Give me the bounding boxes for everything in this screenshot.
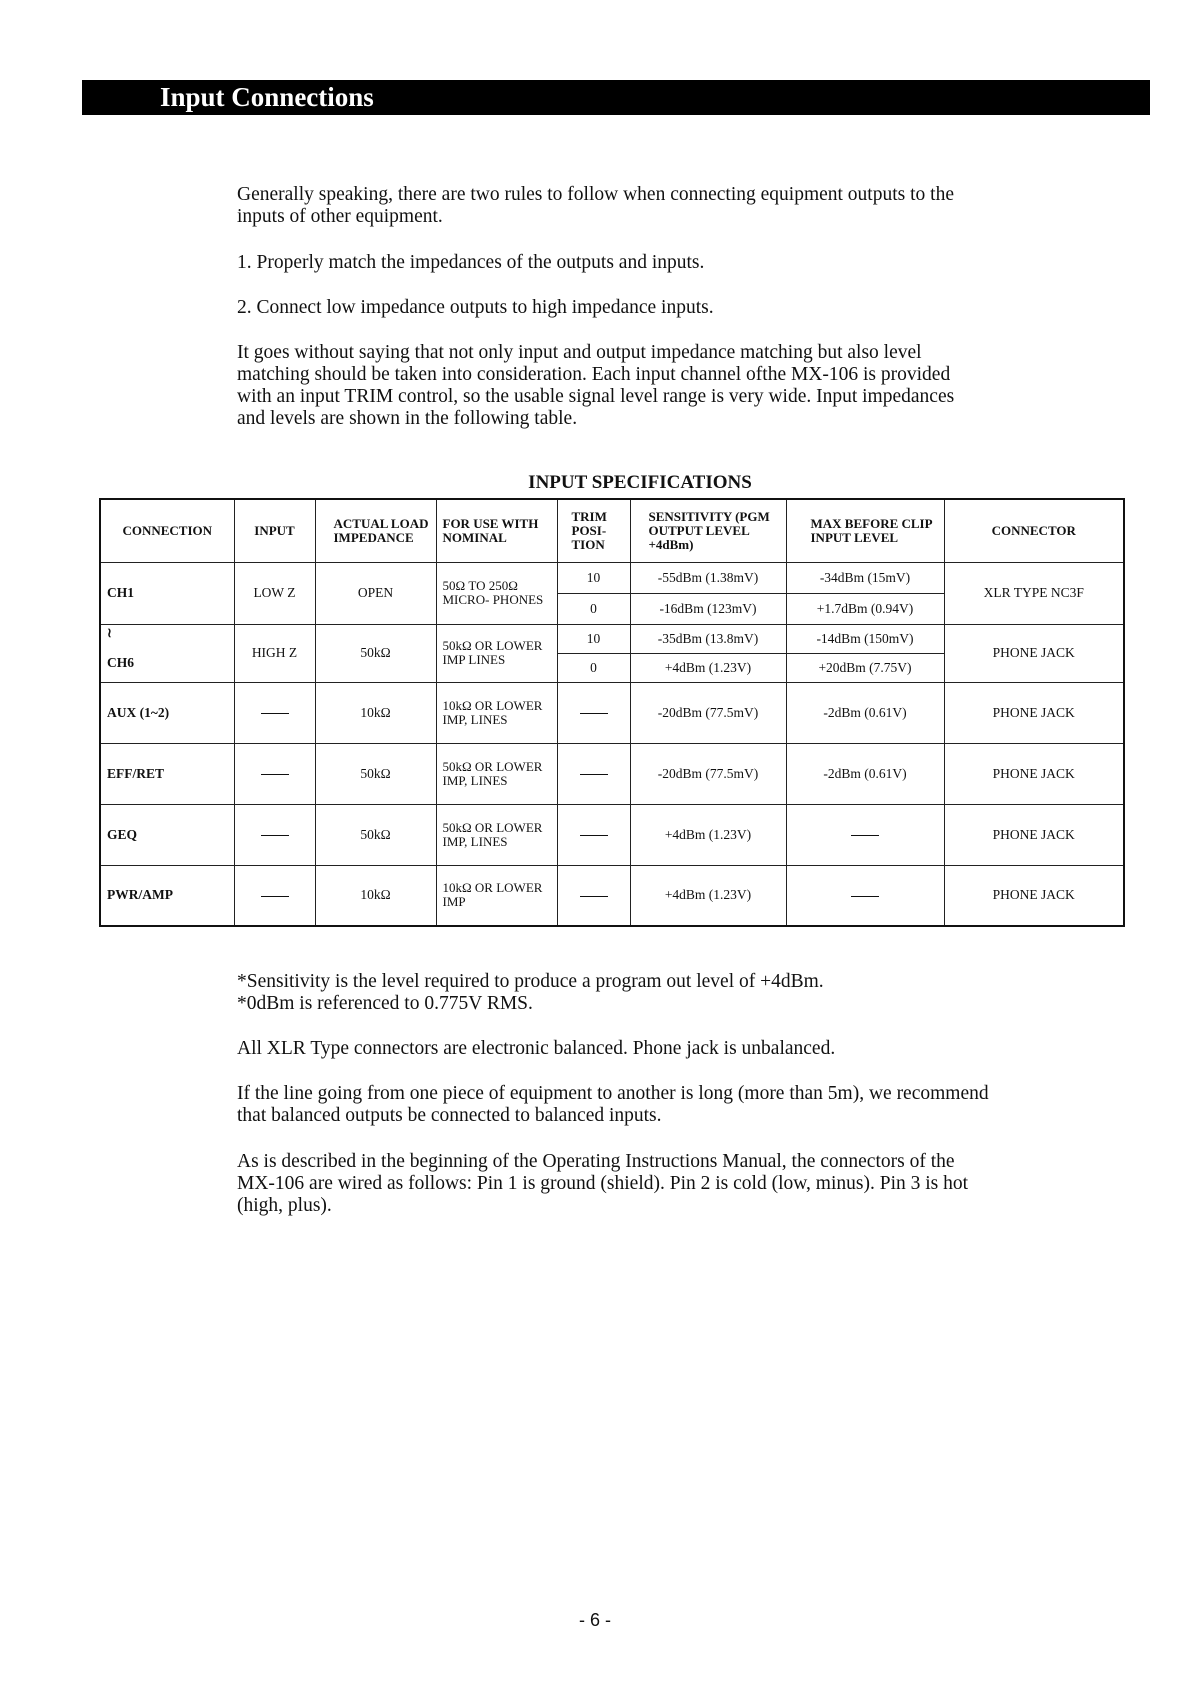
sensitivity-cell: -20dBm (77.5mV) [630,743,786,804]
table-row [100,562,1124,593]
intro-paragraph: Generally speaking, there are two rules to follow when connecting equipment outputs to the inputs of other equipment. [237,184,954,227]
header-trim-position: TRIM POSI- TION [557,499,630,562]
input-cell-empty [234,743,315,804]
long-line-note: If the line going from one piece of equipment to another is long (more than 5m), we recommend that balanced outputs be connected to balanced inputs. [237,1083,989,1126]
connection-aux: AUX (1~2) [100,682,234,743]
max-level-cell: -14dBm (150mV) [786,624,944,653]
connector-cell: PHONE JACK [944,865,1124,926]
nominal-cell: 50kΩ OR LOWER IMP, LINES [436,743,557,804]
dash-mark [851,835,879,836]
table-row [100,865,1124,926]
nominal-lines: 50kΩ OR LOWER IMP LINES [436,624,557,682]
input-cell-empty [234,865,315,926]
impedance-50k: 50kΩ [315,624,436,682]
input-cell-empty [234,804,315,865]
table-row [100,743,1124,804]
dash-mark [261,713,289,714]
nominal-cell: 10kΩ OR LOWER IMP [436,865,557,926]
ch1-label: CH1 [100,562,234,624]
sensitivity-cell: -20dBm (77.5mV) [630,682,786,743]
max-level-cell-empty [786,865,944,926]
trim-cell-empty [557,743,630,804]
section-title-bar [82,80,1150,115]
trim-cell: 10 [557,562,630,593]
connector-cell: PHONE JACK [944,682,1124,743]
page-number: - 6 - [578,1610,611,1630]
table-row [100,624,1124,653]
dash-mark [580,896,608,897]
table-row [100,682,1124,743]
impedance-cell: 50kΩ [315,743,436,804]
trim-cell-empty [557,682,630,743]
nominal-microphones: 50Ω TO 250Ω MICRO- PHONES [436,562,557,624]
balanced-note: All XLR Type connectors are electronic balanced. Phone jack is unbalanced. [237,1038,836,1059]
connection-pwr-amp: PWR/AMP [100,865,234,926]
trim-cell-empty [557,865,630,926]
header-input: INPUT [234,499,315,562]
input-specifications-table [99,498,1125,927]
connector-phone-jack: PHONE JACK [944,624,1124,682]
rule-2: 2. Connect low impedance outputs to high impedance inputs. [237,297,714,318]
dash-mark [261,774,289,775]
table-title: INPUT SPECIFICATIONS [528,472,752,493]
dash-mark [580,835,608,836]
reference-note: *0dBm is referenced to 0.775V RMS. [237,993,533,1014]
sensitivity-cell: -16dBm (123mV) [630,593,786,624]
dash-mark [580,774,608,775]
wiring-note: As is described in the beginning of the Operating Instructions Manual, the connectors of the MX-106 are wired as follows: Pin 1 is ground (shield). Pin 2 is cold (low, minus). Pin 3 is hot (high, plus). [237,1151,969,1216]
connector-cell: PHONE JACK [944,804,1124,865]
ch6-text: CH6 [107,654,134,670]
trim-cell: 0 [557,653,630,682]
impedance-cell: 10kΩ [315,865,436,926]
max-level-cell: +20dBm (7.75V) [786,653,944,682]
input-high-z: HIGH Z [234,624,315,682]
impedance-paragraph: It goes without saying that not only input and output impedance matching but also level matching should be taken into consideration. Each input channel ofthe MX-106 is provided with an input TRIM control, so the usable signal level range is very wide. Input impedances and levels are shown in the following table. [237,342,955,429]
sensitivity-cell: +4dBm (1.23V) [630,865,786,926]
max-level-cell: -2dBm (0.61V) [786,743,944,804]
impedance-open: OPEN [315,562,436,624]
connection-eff-ret: EFF/RET [100,743,234,804]
dash-mark [580,713,608,714]
section-title: Input Connections [160,82,374,112]
input-cell-empty [234,682,315,743]
header-max-before-clip: MAX BEFORE CLIP INPUT LEVEL [786,499,944,562]
input-low-z: LOW Z [234,562,315,624]
header-connector: CONNECTOR [944,499,1124,562]
trim-cell: 0 [557,593,630,624]
sensitivity-cell: +4dBm (1.23V) [630,653,786,682]
header-actual-load-impedance: ACTUAL LOAD IMPEDANCE [315,499,436,562]
range-mark: ≀ [107,624,112,640]
connector-cell: PHONE JACK [944,743,1124,804]
max-level-cell: +1.7dBm (0.94V) [786,593,944,624]
sensitivity-note: *Sensitivity is the level required to produce a program out level of +4dBm. [237,971,824,992]
impedance-cell: 10kΩ [315,682,436,743]
max-level-cell-empty [786,804,944,865]
rule-1: 1. Properly match the impedances of the outputs and inputs. [237,252,705,273]
sensitivity-cell: -35dBm (13.8mV) [630,624,786,653]
connector-xlr: XLR TYPE NC3F [944,562,1124,624]
connection-geq: GEQ [100,804,234,865]
dash-mark [851,896,879,897]
trim-cell-empty [557,804,630,865]
max-level-cell: -34dBm (15mV) [786,562,944,593]
footnotes [237,971,997,1015]
ch6-label [100,624,234,682]
table-header-row [100,499,1124,562]
sensitivity-cell: +4dBm (1.23V) [630,804,786,865]
header-connection: CONNECTION [100,499,234,562]
dash-mark [261,835,289,836]
header-sensitivity: SENSITIVITY (PGM OUTPUT LEVEL +4dBm) [630,499,786,562]
table-row [100,804,1124,865]
sensitivity-cell: -55dBm (1.38mV) [630,562,786,593]
dash-mark [261,896,289,897]
header-for-use-with-nominal: FOR USE WITH NOMINAL [436,499,557,562]
max-level-cell: -2dBm (0.61V) [786,682,944,743]
impedance-cell: 50kΩ [315,804,436,865]
nominal-cell: 10kΩ OR LOWER IMP, LINES [436,682,557,743]
nominal-cell: 50kΩ OR LOWER IMP, LINES [436,804,557,865]
trim-cell: 10 [557,624,630,653]
